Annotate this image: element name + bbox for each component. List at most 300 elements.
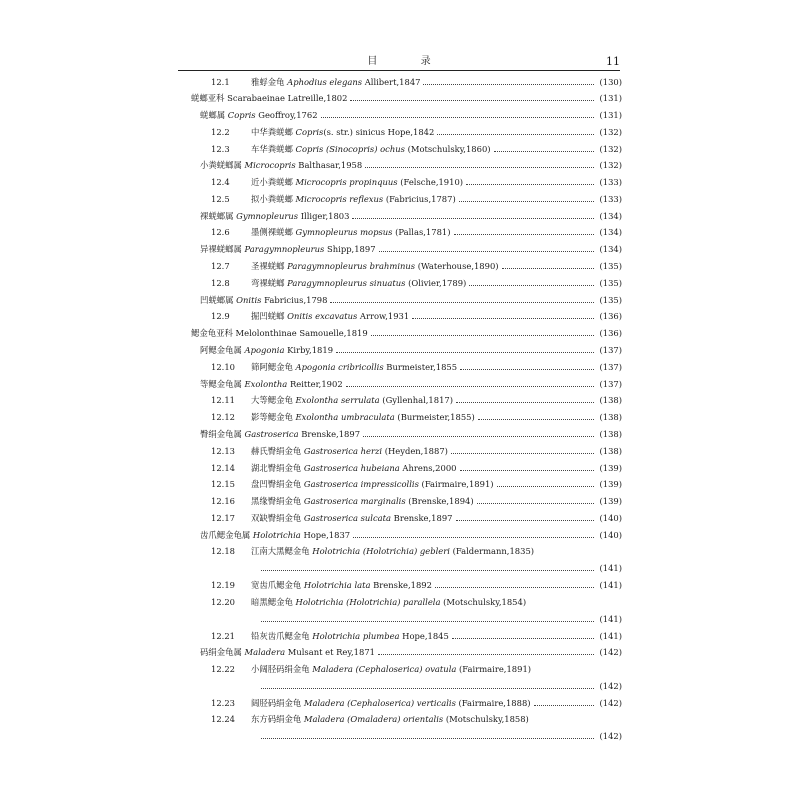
leader-dots [261,735,594,739]
page-reference: (134) [599,227,622,237]
toc-entry-text-wrap [0,126,597,138]
authority: (Gyllenhal,1817) [379,395,454,405]
toc-entry-title [211,310,409,322]
toc-entry-text-wrap [0,361,597,373]
toc-entry-title [211,126,434,138]
section-number: 12.11 [211,395,235,405]
toc-entry [0,611,800,627]
toc-entry-title [200,378,343,390]
page-reference: (141) [599,563,622,573]
toc-entry-text-wrap [0,734,597,738]
toc-entry [0,460,800,476]
toc-entry [0,325,800,341]
leader-dots [261,567,594,571]
section-number: 12.23 [211,698,235,708]
latin-name: Holotrichia [252,530,301,540]
authority: Burmeister,1855 [383,362,458,372]
leader-dots [454,231,595,235]
toc-entry-title [211,478,494,490]
page-reference: (142) [599,647,622,657]
toc-entry [0,359,800,375]
toc-entry [0,191,800,207]
page-reference: (142) [599,681,622,691]
leader-dots [353,534,594,538]
section-number: 12.17 [211,513,235,523]
page-reference: (139) [599,463,622,473]
chinese-name: 齿爪鳃金龟属 [200,530,253,540]
toc-entry-text-wrap [0,529,597,541]
section-number: 12.14 [211,463,235,473]
chinese-name: 鳃金龟亚科 [191,328,236,338]
leader-dots [352,215,594,219]
chinese-name: 蜣螂属 [200,110,228,120]
page-title: 目 录 [367,56,451,67]
latin-name: Exolontha [244,379,288,389]
leader-dots [378,651,594,655]
section-number: 12.7 [211,261,230,271]
latin-name: Microcopris propinquus [295,177,398,187]
toc-entry [0,308,800,324]
page-reference: (138) [599,446,622,456]
toc-entry-title [191,327,368,339]
authority: (Waterhouse,1890) [415,261,499,271]
leader-dots [346,383,595,387]
page-reference: (137) [599,345,622,355]
toc-entry-title [211,445,448,457]
authority: Brenske,1897 [391,513,453,523]
toc-entry-text-wrap [0,226,597,238]
leader-dots [365,164,594,168]
latin-name: Paragymnopleurus sinuatus [287,278,406,288]
page-reference: (139) [599,479,622,489]
toc-entry-title [200,646,375,658]
page-reference: (131) [599,110,622,120]
toc-entry-text-wrap [0,92,597,104]
latin-name: Onitis [236,295,262,305]
authority: (Fairmaire,1891) [456,664,532,674]
toc-entry-title [211,596,526,608]
leader-dots [321,114,595,118]
latin-name: Holotrichia (Holotrichia) gebleri [312,546,450,556]
latin-name: Apogonia cribricollis [295,362,384,372]
leader-dots [460,467,595,471]
toc-entry [0,292,800,308]
leader-dots [469,282,594,286]
page-reference: (135) [599,295,622,305]
toc-entry-text-wrap [0,143,597,155]
toc-entry-text-wrap [0,260,597,272]
leader-dots [363,433,594,437]
section-number: 12.2 [211,127,230,137]
toc-entry-text-wrap [0,596,620,608]
latin-name: Gastroserica hubeiana [303,463,400,473]
toc-entry-title [211,630,449,642]
toc-entry-title [211,713,529,725]
latin-name: Maladera (Omaladera) orientalis [303,714,444,724]
leader-dots [350,97,594,101]
leader-dots [423,81,594,85]
section-number: 12.5 [211,194,230,204]
toc-entry [0,392,800,408]
chinese-name: 凹蜣螂属 [200,295,237,305]
toc-entry-text-wrap [0,394,597,406]
latin-name: Apogonia [244,345,285,355]
toc-entry-title [211,462,457,474]
toc-entry-text-wrap [0,713,620,725]
chinese-name: 近小粪蜣螂 [251,177,296,187]
latin-name: Gymnopleurus mopsus [295,227,393,237]
section-number: 12.12 [211,412,235,422]
leader-dots [261,685,594,689]
toc-entry [0,644,800,660]
section-number: 12.24 [211,714,235,724]
section-number: 12.9 [211,311,230,321]
toc-entry [0,376,800,392]
authority: Brenske,1897 [298,429,361,439]
authority: Mulsant et Rey,1871 [285,647,375,657]
chinese-name: 蜣螂亚科 [191,93,228,103]
leader-dots [478,416,595,420]
latin-name: Copris [227,110,256,120]
authority: (Olivier,1789) [405,278,467,288]
toc-entry [0,527,800,543]
page-reference: (136) [599,311,622,321]
chinese-name: 黑缘臀绢金龟 [251,496,304,506]
authority: Ahrens,2000 [399,463,457,473]
toc-entry [0,577,800,593]
toc-entry-text-wrap [0,663,620,675]
authority: Scarabaeinae Latreille,1802 [227,93,348,103]
chinese-name: 雅蜉金龟 [251,77,288,87]
page-reference: (132) [599,160,622,170]
page-reference: (141) [599,580,622,590]
chinese-name: 双缺臀绢金龟 [251,513,304,523]
toc-entry [0,258,800,274]
chinese-name: 影等鳃金龟 [251,412,296,422]
authority: (Faldermann,1835) [449,546,535,556]
chinese-name: 阔胫码绢金龟 [251,698,304,708]
toc-entry [0,174,800,190]
toc-entry-text-wrap [0,617,597,621]
leader-dots [456,399,594,403]
section-number: 12.16 [211,496,235,506]
toc-entry [0,443,800,459]
latin-name: Microcopris reflexus [295,194,384,204]
toc-entry-title [200,159,362,171]
section-number: 12.3 [211,144,230,154]
toc-entry [0,493,800,509]
page-reference: (141) [599,631,622,641]
authority: Fabricius,1798 [261,295,328,305]
latin-name: Gastroserica marginalis [303,496,406,506]
toc-entry [0,275,800,291]
authority: (Heyden,1887) [382,446,448,456]
toc-entry-text-wrap [0,344,597,356]
chinese-name: 大等鳃金龟 [251,395,296,405]
authority: Kirby,1819 [284,345,334,355]
toc-entry-text-wrap [0,697,597,709]
toc-entry [0,90,800,106]
authority: (Motschulsky,1854) [440,597,527,607]
authority: (Felsche,1910) [397,177,464,187]
page-reference: (140) [599,513,622,523]
chinese-name: 小阔胫码绢金龟 [251,664,313,674]
toc-entry [0,426,800,442]
authority: (Motschulsky,1858) [443,714,529,724]
toc-entry-text-wrap [0,294,597,306]
toc-entry-text-wrap [0,176,597,188]
latin-name: Aphodius elegans [287,77,363,87]
toc-entry-title [211,394,453,406]
leader-dots [456,517,595,521]
page-reference: (136) [599,328,622,338]
toc-entry-title [200,243,376,255]
page-reference: (135) [599,261,622,271]
latin-name: Copris [295,127,324,137]
section-number: 12.19 [211,580,235,590]
toc-entry [0,208,800,224]
latin-name: Gastroserica herzi [303,446,383,456]
toc-entry [0,224,800,240]
section-number: 12.21 [211,631,235,641]
latin-name: Holotrichia (Holotrichia) parallela [295,597,441,607]
leader-dots [451,450,595,454]
toc-entry-text-wrap [0,428,597,440]
latin-name: Maladera (Cephaloserica) verticalis [303,698,456,708]
authority: (Brenske,1894) [405,496,474,506]
toc-entry [0,543,800,559]
page-reference: (137) [599,379,622,389]
page-reference: (142) [599,731,622,741]
section-number: 12.6 [211,227,230,237]
authority: Brenske,1892 [370,580,432,590]
page-reference: (131) [599,93,622,103]
toc-entry [0,628,800,644]
toc-entry [0,409,800,425]
toc-entry-text-wrap [0,76,597,88]
page-reference: (142) [599,698,622,708]
toc-entry [0,74,800,90]
leader-dots [412,315,594,319]
authority: Allibert,1847 [362,77,421,87]
toc-entry-text-wrap [0,210,597,222]
toc-entry [0,157,800,173]
toc-entry-title [211,697,531,709]
toc-entry-title [200,109,318,121]
authority: (s. str.) sinicus Hope,1842 [323,127,435,137]
toc-entry [0,678,800,694]
page-reference: (137) [599,362,622,372]
chinese-name: 弯裸蜣螂 [251,278,288,288]
toc-entry-text-wrap [0,411,597,423]
toc-entry-text-wrap [0,159,597,171]
toc-entry-text-wrap [0,277,597,289]
leader-dots [371,332,595,336]
toc-entry-text-wrap [0,327,597,339]
toc-entry-text-wrap [0,478,597,490]
toc-entry-title [211,260,499,272]
latin-name: Holotrichia plumbea [312,631,400,641]
toc-entry-title [211,143,491,155]
toc-entry-title [211,76,420,88]
authority: Arrow,1931 [357,311,410,321]
chinese-name: 铅灰齿爪鳃金龟 [251,631,313,641]
toc-entry-title [211,226,451,238]
toc-entry [0,510,800,526]
page-reference: (130) [599,77,622,87]
section-number: 12.4 [211,177,230,187]
latin-name: Gymnopleurus [236,211,299,221]
toc-entry-title [211,176,463,188]
toc-entry-title [200,210,349,222]
authority: Geoffroy,1762 [255,110,318,120]
toc-entry-text-wrap [0,243,597,255]
latin-name: Gastroserica sulcata [303,513,392,523]
authority: (Burmeister,1855) [394,412,475,422]
toc-entry [0,711,800,727]
chinese-name: 筛阿鳃金龟 [251,362,296,372]
chinese-name: 中华粪蜣螂 [251,127,296,137]
authority: Hope,1845 [399,631,449,641]
leader-dots [466,181,594,185]
toc-entry [0,594,800,610]
toc-entry [0,695,800,711]
page-reference: (134) [599,244,622,254]
toc-entry [0,241,800,257]
page-reference: (135) [599,278,622,288]
leader-dots [336,349,594,353]
toc-entry [0,342,800,358]
chinese-name: 暗黑鳃金龟 [251,597,296,607]
latin-name: Copris (Sinocopris) ochus [295,144,405,154]
chinese-name: 裸蜣螂属 [200,211,237,221]
authority: Melolonthinae Samouelle,1819 [235,328,368,338]
toc-entry-text-wrap [0,684,597,688]
toc-entry-text-wrap [0,109,597,121]
authority: (Motschulsky,1860) [404,144,491,154]
toc-entry-text-wrap [0,462,597,474]
toc-entry [0,107,800,123]
toc-entry-title [211,512,453,524]
section-number: 12.8 [211,278,230,288]
page-reference: (139) [599,496,622,506]
latin-name: Maladera (Cephaloserica) ovatula [312,664,457,674]
toc-entry-title [191,92,347,104]
chinese-name: 码绢金龟属 [200,647,245,657]
toc-entry [0,728,800,744]
chinese-name: 小粪蜣螂属 [200,160,245,170]
leader-dots [452,635,595,639]
authority: Shipp,1897 [324,244,376,254]
page-reference: (133) [599,194,622,204]
page-reference: (138) [599,395,622,405]
leader-dots [435,584,595,588]
leader-dots [437,131,594,135]
leader-dots [459,198,595,202]
toc-entry-title [211,411,475,423]
chinese-name: 掘凹蜣螂 [251,311,288,321]
chinese-name: 等鳃金龟属 [200,379,245,389]
section-number: 12.15 [211,479,235,489]
toc-entry-title [200,428,360,440]
authority: (Pallas,1781) [392,227,451,237]
toc-entry-title [211,193,456,205]
toc-entry-text-wrap [0,310,597,322]
section-number: 12.20 [211,597,235,607]
page-reference: (132) [599,144,622,154]
leader-dots [460,366,594,370]
toc-entry-title [211,663,531,675]
authority: Illiger,1803 [298,211,350,221]
section-number: 12.10 [211,362,235,372]
leader-dots [379,248,595,252]
toc-entry-title [200,344,333,356]
toc-entry-text-wrap [0,646,597,658]
leader-dots [534,702,595,706]
page-reference: (138) [599,412,622,422]
toc-entry-title [211,579,432,591]
page-reference: (138) [599,429,622,439]
leader-dots [261,618,594,622]
authority: Reitter,1902 [287,379,343,389]
toc-entry [0,124,800,140]
latin-name: Onitis excavatus [287,311,358,321]
latin-name: Exolontha umbraculata [295,412,395,422]
page-reference: (140) [599,530,622,540]
chinese-name: 阿鳃金龟属 [200,345,245,355]
toc-entry-text-wrap [0,630,597,642]
chinese-name: 臀绢金龟属 [200,429,245,439]
chinese-name: 宽齿爪鳃金龟 [251,580,304,590]
page-reference: (133) [599,177,622,187]
section-number: 12.1 [211,77,230,87]
toc-entry [0,661,800,677]
toc-entry-text-wrap [0,495,597,507]
latin-name: Paragymnopleurus brahminus [287,261,416,271]
chinese-name: 异裸蜣螂属 [200,244,245,254]
authority: (Fabricius,1787) [383,194,456,204]
authority: (Fairmaire,1888) [455,698,531,708]
toc-entry-title [200,529,350,541]
toc-entry-title [200,294,327,306]
toc-entry-text-wrap [0,378,597,390]
leader-dots [477,500,595,504]
page-reference: (134) [599,211,622,221]
toc-entry-title [211,277,466,289]
latin-name: Gastroserica impressicollis [303,479,419,489]
chinese-name: 圣裸蜣螂 [251,261,288,271]
leader-dots [502,265,595,269]
authority: Balthasar,1958 [295,160,363,170]
chinese-name: 车华粪蜣螂 [251,144,296,154]
toc-entry-text-wrap [0,193,597,205]
toc-entry-title [211,545,534,557]
toc-entry [0,476,800,492]
toc-entry-text-wrap [0,445,597,457]
chinese-name: 东方码绢金龟 [251,714,304,724]
section-number: 12.13 [211,446,235,456]
chinese-name: 盘凹臀绢金龟 [251,479,304,489]
toc-entry [0,560,800,576]
section-number: 12.18 [211,546,235,556]
leader-dots [494,148,595,152]
latin-name: Exolontha serrulata [295,395,380,405]
page-number: 11 [606,55,620,68]
toc-entry-title [211,361,457,373]
chinese-name: 拟小粪蜣螂 [251,194,296,204]
toc-entry-title [211,495,474,507]
toc-entry-text-wrap [0,545,620,557]
